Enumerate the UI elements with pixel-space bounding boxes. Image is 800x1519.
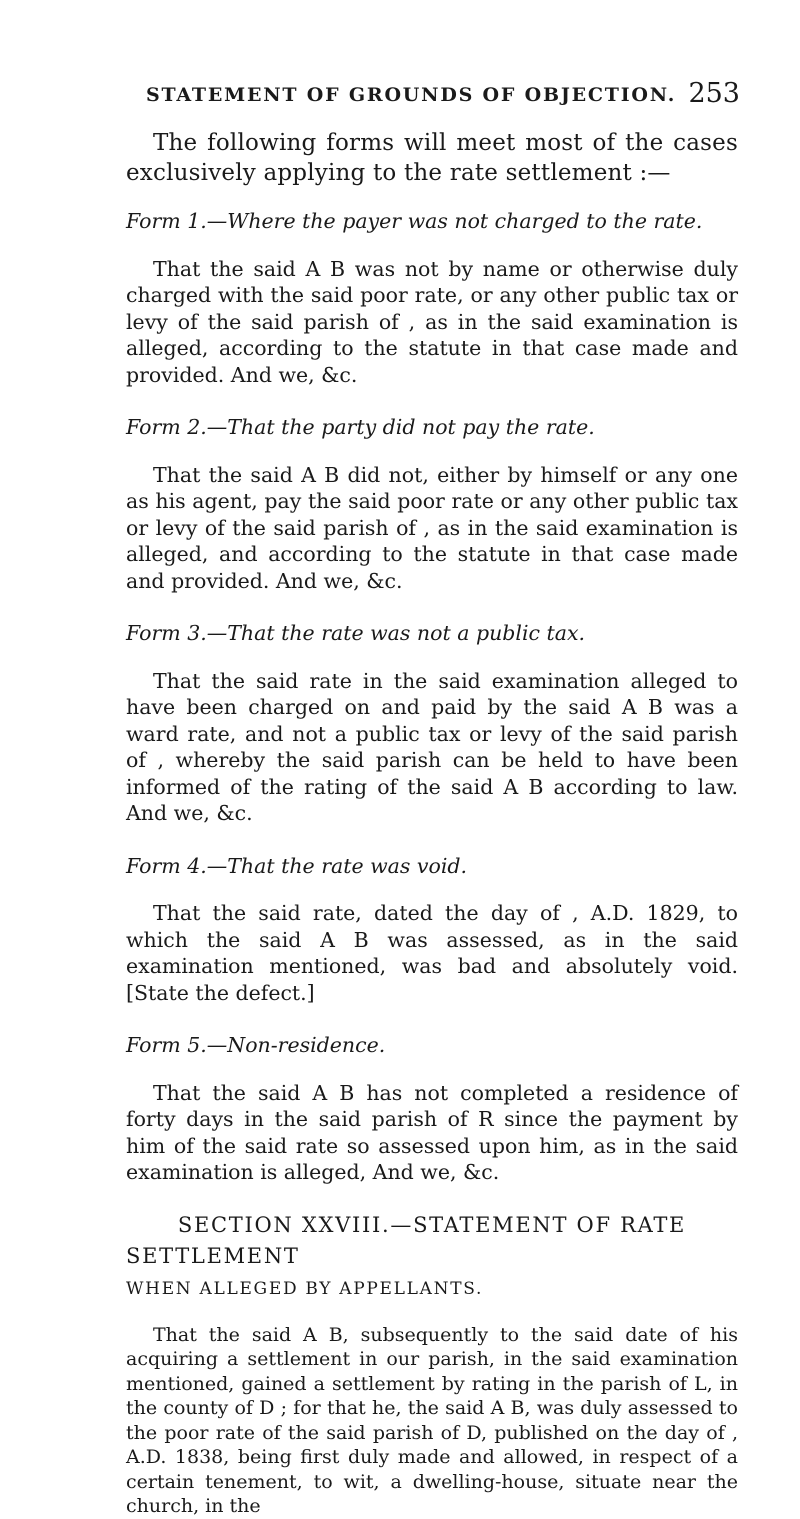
section-heading-line-1: SECTION XXVIII.—STATEMENT OF RATE SETTLEMENT <box>126 1212 687 1268</box>
section-heading <box>126 1210 738 1305</box>
form-2-text: That the said A B did not, either by himself or any one as his agent, pay the said poor rate or any other public tax or levy of the said parish of , as in the said examination is alleged, and according to the statute in that case made and provided. And we, &c. <box>126 462 738 593</box>
form-1-heading: Form 1.—Where the payer was not charged to the rate. <box>126 209 703 233</box>
form-3-text: That the said rate in the said examination alleged to have been charged on and paid by the said A B was a ward rate, and not a public tax or levy of the said parish of , whereby the said parish can be held to have been informed of the rating of the said A B according to law. And we, &c. <box>126 668 738 825</box>
page-number: 253 <box>688 78 740 109</box>
form-5-heading: Form 5.—Non-residence. <box>126 1033 386 1057</box>
form-4-text: That the said rate, dated the day of , A.D. 1829, to which the said A B was assessed, as in the said examination mentioned, was bad and absolutely void. [State the defect.] <box>126 901 738 1005</box>
closing-paragraph: That the said A B, subsequently to the said date of his acquiring a settlement in our parish, in the said examination mentioned, gained a settlement by rating in the parish of L, in the county of D ; for that he, the said A B, was duly assessed to the poor rate of the said parish of D, published on the day of , A.D. 1838, being first duly made and allowed, in respect of a certain tenement, to wit, a dwelling-house, situate near the church, in the <box>126 1323 738 1517</box>
section-heading-line-2: WHEN ALLEGED BY APPELLANTS. <box>126 1278 484 1299</box>
form-1-text: That the said A B was not by name or otherwise duly charged with the said poor rate, or any other public tax or levy of the said parish of , as in the said examination is alleged, according to the statute in that case made and provided. And we, &c. <box>126 256 738 387</box>
form-2-heading: Form 2.—That the party did not pay the rate. <box>126 415 595 439</box>
running-head: STATEMENT OF GROUNDS OF OBJECTION. <box>146 84 677 106</box>
form-4-heading: Form 4.—That the rate was void. <box>126 853 468 878</box>
form-3-heading: Form 3.—That the rate was not a public tax. <box>126 621 586 645</box>
form-5-text: That the said A B has not completed a residence of forty days in the said parish of R since the payment by him of the said rate so assessed upon him, as in the said examination is alleged, And we, &c. <box>126 1080 738 1184</box>
page-body <box>126 128 738 1519</box>
page-header <box>126 78 738 118</box>
intro-paragraph: The following forms will meet most of the cases exclusively applying to the rate settlement :— <box>126 130 738 186</box>
